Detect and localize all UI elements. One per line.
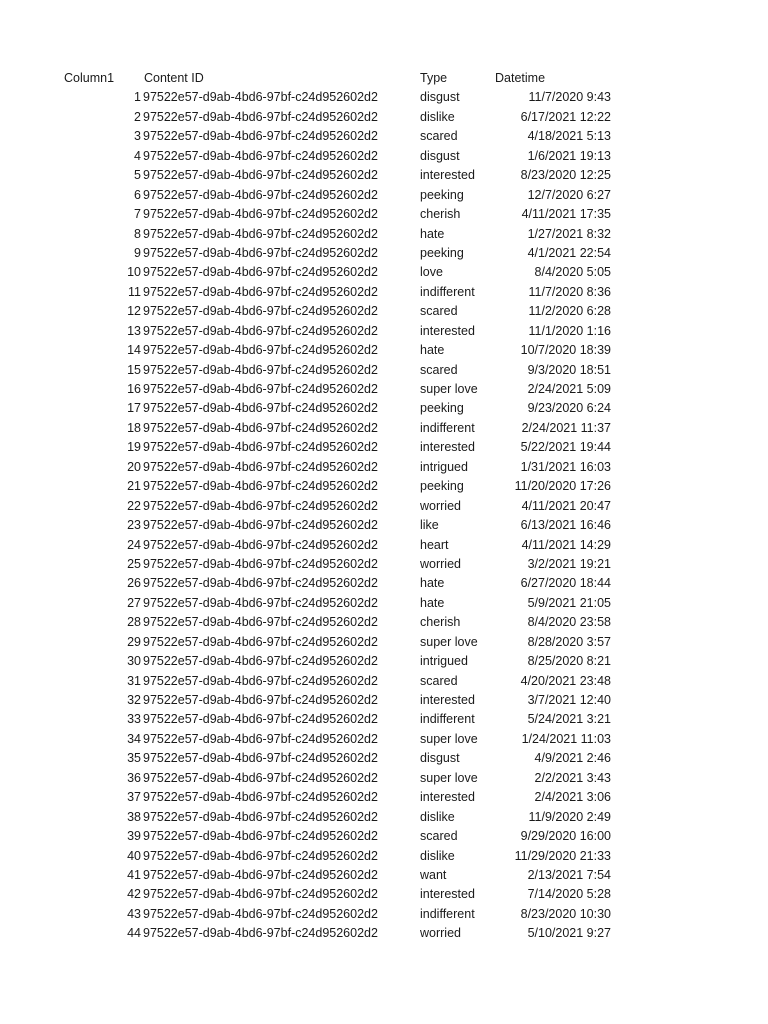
table-row <box>0 341 768 360</box>
content-id-cell: 97522e57-d9ab-4bd6-97bf-c24d952602d2 <box>143 168 378 183</box>
datetime-cell: 8/23/2020 12:25 <box>520 168 611 183</box>
content-id-cell: 97522e57-d9ab-4bd6-97bf-c24d952602d2 <box>143 906 378 921</box>
type-cell: peeking <box>420 245 464 260</box>
row-number: 39 <box>127 829 141 844</box>
header-row <box>0 69 768 88</box>
type-cell: scared <box>420 673 458 688</box>
datetime-cell: 2/4/2021 3:06 <box>534 790 611 805</box>
row-number: 9 <box>134 245 141 260</box>
table-row <box>0 594 768 613</box>
table-row <box>0 866 768 885</box>
type-cell: interested <box>420 168 475 183</box>
type-cell: indifferent <box>420 420 475 435</box>
row-number: 5 <box>134 168 141 183</box>
table-row <box>0 186 768 205</box>
type-cell: hate <box>420 226 445 241</box>
table-body <box>0 88 768 943</box>
table-row <box>0 88 768 107</box>
row-number: 8 <box>134 226 141 241</box>
row-number: 11 <box>128 284 141 299</box>
datetime-cell: 11/2/2020 6:28 <box>528 304 611 319</box>
row-number: 30 <box>127 654 141 669</box>
row-number: 34 <box>127 731 141 746</box>
type-cell: interested <box>420 790 475 805</box>
row-number: 20 <box>127 459 141 474</box>
content-id-cell: 97522e57-d9ab-4bd6-97bf-c24d952602d2 <box>143 712 378 727</box>
header-column1: Column1 <box>64 71 115 85</box>
row-number: 38 <box>127 809 141 824</box>
content-id-cell: 97522e57-d9ab-4bd6-97bf-c24d952602d2 <box>143 693 378 707</box>
type-cell: intrigued <box>420 459 468 474</box>
table-row <box>0 847 768 866</box>
content-id-cell: 97522e57-d9ab-4bd6-97bf-c24d952602d2 <box>143 537 378 552</box>
datetime-cell: 9/29/2020 16:00 <box>520 829 611 844</box>
type-cell: peeking <box>420 401 464 416</box>
datetime-cell: 5/9/2021 21:05 <box>527 595 611 610</box>
datetime-cell: 11/7/2020 8:36 <box>528 284 611 299</box>
table-row <box>0 263 768 282</box>
type-cell: hate <box>420 576 445 591</box>
row-number: 15 <box>127 362 141 377</box>
type-cell: worried <box>420 498 461 513</box>
table-row <box>0 652 768 671</box>
row-number: 43 <box>127 906 141 921</box>
type-cell: scared <box>420 829 458 844</box>
content-id-cell: 97522e57-d9ab-4bd6-97bf-c24d952602d2 <box>143 867 378 882</box>
row-number: 22 <box>127 498 141 513</box>
row-number: 12 <box>127 304 141 319</box>
table-row <box>0 302 768 321</box>
content-id-cell: 97522e57-d9ab-4bd6-97bf-c24d952602d2 <box>143 109 378 124</box>
table-row <box>0 399 768 418</box>
type-cell: dislike <box>420 109 455 124</box>
row-number: 1 <box>134 90 141 105</box>
table-row <box>0 808 768 827</box>
datetime-cell: 12/7/2020 6:27 <box>527 187 611 202</box>
table-row <box>0 166 768 185</box>
type-cell: disgust <box>420 90 460 105</box>
content-id-cell: 97522e57-d9ab-4bd6-97bf-c24d952602d2 <box>143 615 378 630</box>
datetime-cell: 3/7/2021 12:40 <box>527 693 611 707</box>
content-id-cell: 97522e57-d9ab-4bd6-97bf-c24d952602d2 <box>143 809 378 824</box>
datetime-cell: 8/25/2020 8:21 <box>527 654 611 669</box>
table-row <box>0 205 768 224</box>
type-cell: hate <box>420 343 445 358</box>
type-cell: love <box>420 265 443 280</box>
row-number: 13 <box>127 323 141 338</box>
datetime-cell: 10/7/2020 18:39 <box>520 343 611 358</box>
content-id-cell: 97522e57-d9ab-4bd6-97bf-c24d952602d2 <box>143 382 378 396</box>
content-id-cell: 97522e57-d9ab-4bd6-97bf-c24d952602d2 <box>143 187 378 202</box>
table-row <box>0 749 768 768</box>
row-number: 27 <box>127 595 141 610</box>
content-id-cell: 97522e57-d9ab-4bd6-97bf-c24d952602d2 <box>143 926 378 941</box>
type-cell: like <box>420 518 439 533</box>
type-cell: intrigued <box>420 654 468 669</box>
row-number: 41 <box>127 867 141 882</box>
content-id-cell: 97522e57-d9ab-4bd6-97bf-c24d952602d2 <box>143 770 378 785</box>
content-id-cell: 97522e57-d9ab-4bd6-97bf-c24d952602d2 <box>143 323 378 338</box>
content-id-cell: 97522e57-d9ab-4bd6-97bf-c24d952602d2 <box>143 245 378 260</box>
datetime-cell: 2/2/2021 3:43 <box>534 770 611 785</box>
table-row <box>0 691 768 710</box>
content-id-cell: 97522e57-d9ab-4bd6-97bf-c24d952602d2 <box>143 731 378 746</box>
datetime-cell: 1/24/2021 11:03 <box>521 731 611 746</box>
table-row <box>0 613 768 632</box>
table-row <box>0 108 768 127</box>
content-id-cell: 97522e57-d9ab-4bd6-97bf-c24d952602d2 <box>143 654 378 669</box>
content-id-cell: 97522e57-d9ab-4bd6-97bf-c24d952602d2 <box>143 459 378 474</box>
type-cell: super love <box>420 382 478 396</box>
datetime-cell: 4/18/2021 5:13 <box>527 129 611 144</box>
datetime-cell: 11/29/2020 21:33 <box>514 848 611 863</box>
content-id-cell: 97522e57-d9ab-4bd6-97bf-c24d952602d2 <box>143 498 378 513</box>
type-cell: want <box>420 867 447 882</box>
data-table <box>0 69 768 944</box>
content-id-cell: 97522e57-d9ab-4bd6-97bf-c24d952602d2 <box>143 343 378 358</box>
row-number: 29 <box>127 634 141 649</box>
content-id-cell: 97522e57-d9ab-4bd6-97bf-c24d952602d2 <box>143 401 378 416</box>
table-row <box>0 924 768 943</box>
datetime-cell: 4/11/2021 20:47 <box>521 498 611 513</box>
content-id-cell: 97522e57-d9ab-4bd6-97bf-c24d952602d2 <box>143 751 378 766</box>
type-cell: scared <box>420 129 458 144</box>
type-cell: hate <box>420 595 445 610</box>
table-row <box>0 244 768 263</box>
datetime-cell: 3/2/2021 19:21 <box>527 556 611 571</box>
row-number: 4 <box>134 148 141 163</box>
table-row <box>0 380 768 399</box>
table-row <box>0 458 768 477</box>
datetime-cell: 8/23/2020 10:30 <box>520 906 611 921</box>
header-datetime: Datetime <box>495 71 546 85</box>
row-number: 35 <box>127 751 141 766</box>
row-number: 19 <box>127 440 141 455</box>
content-id-cell: 97522e57-d9ab-4bd6-97bf-c24d952602d2 <box>143 362 378 377</box>
datetime-cell: 4/20/2021 23:48 <box>520 673 611 688</box>
type-cell: peeking <box>420 187 464 202</box>
datetime-cell: 4/9/2021 2:46 <box>534 751 611 766</box>
table-row <box>0 633 768 652</box>
table-row <box>0 536 768 555</box>
datetime-cell: 6/17/2021 12:22 <box>520 109 611 124</box>
type-cell: worried <box>420 926 461 941</box>
table-row <box>0 497 768 516</box>
type-cell: cherish <box>420 615 461 630</box>
type-cell: interested <box>420 323 475 338</box>
datetime-cell: 8/28/2020 3:57 <box>527 634 611 649</box>
table-row <box>0 419 768 438</box>
type-cell: heart <box>420 537 449 552</box>
row-number: 36 <box>127 770 141 785</box>
table-row <box>0 710 768 729</box>
row-number: 28 <box>127 615 141 630</box>
datetime-cell: 5/24/2021 3:21 <box>527 712 611 727</box>
type-cell: scared <box>420 304 458 319</box>
datetime-cell: 2/24/2021 5:09 <box>527 382 611 396</box>
datetime-cell: 9/23/2020 6:24 <box>527 401 611 416</box>
datetime-cell: 2/13/2021 7:54 <box>527 867 611 882</box>
content-id-cell: 97522e57-d9ab-4bd6-97bf-c24d952602d2 <box>143 440 378 455</box>
table-row <box>0 672 768 691</box>
content-id-cell: 97522e57-d9ab-4bd6-97bf-c24d952602d2 <box>143 226 378 241</box>
table-row <box>0 361 768 380</box>
row-number: 21 <box>127 479 141 494</box>
table-row <box>0 147 768 166</box>
type-cell: super love <box>420 634 478 649</box>
table-row <box>0 905 768 924</box>
datetime-cell: 2/24/2021 11:37 <box>521 420 611 435</box>
row-number: 40 <box>127 848 141 863</box>
datetime-cell: 11/1/2020 1:16 <box>528 323 611 338</box>
table-row <box>0 885 768 904</box>
type-cell: interested <box>420 440 475 455</box>
content-id-cell: 97522e57-d9ab-4bd6-97bf-c24d952602d2 <box>143 284 378 299</box>
datetime-cell: 1/27/2021 8:32 <box>527 226 611 241</box>
content-id-cell: 97522e57-d9ab-4bd6-97bf-c24d952602d2 <box>143 148 378 163</box>
table-row <box>0 225 768 244</box>
row-number: 6 <box>134 187 141 202</box>
table-row <box>0 283 768 302</box>
datetime-cell: 5/22/2021 19:44 <box>520 440 611 455</box>
row-number: 3 <box>134 129 141 144</box>
table-row <box>0 516 768 535</box>
type-cell: scared <box>420 362 458 377</box>
row-number: 32 <box>127 693 141 707</box>
table-row <box>0 555 768 574</box>
table-row <box>0 730 768 749</box>
row-number: 42 <box>127 887 141 902</box>
content-id-cell: 97522e57-d9ab-4bd6-97bf-c24d952602d2 <box>143 207 378 222</box>
type-cell: dislike <box>420 848 455 863</box>
table-row <box>0 127 768 146</box>
row-number: 31 <box>127 673 141 688</box>
content-id-cell: 97522e57-d9ab-4bd6-97bf-c24d952602d2 <box>143 129 378 144</box>
type-cell: indifferent <box>420 906 475 921</box>
row-number: 23 <box>127 518 141 533</box>
table-row <box>0 574 768 593</box>
datetime-cell: 11/9/2020 2:49 <box>528 809 611 824</box>
row-number: 33 <box>127 712 141 727</box>
header-type: Type <box>420 71 448 85</box>
content-id-cell: 97522e57-d9ab-4bd6-97bf-c24d952602d2 <box>143 576 378 591</box>
table-row <box>0 769 768 788</box>
row-number: 37 <box>127 790 141 805</box>
row-number: 10 <box>127 265 141 280</box>
datetime-cell: 8/4/2020 5:05 <box>534 265 611 280</box>
header-content-id: Content ID <box>144 71 204 85</box>
datetime-cell: 9/3/2020 18:51 <box>527 362 611 377</box>
table-row <box>0 788 768 807</box>
content-id-cell: 97522e57-d9ab-4bd6-97bf-c24d952602d2 <box>143 479 378 494</box>
type-cell: indifferent <box>420 284 475 299</box>
row-number: 25 <box>127 556 141 571</box>
content-id-cell: 97522e57-d9ab-4bd6-97bf-c24d952602d2 <box>143 595 378 610</box>
type-cell: disgust <box>420 751 460 766</box>
type-cell: cherish <box>420 207 461 222</box>
datetime-cell: 4/11/2021 14:29 <box>521 537 611 552</box>
type-cell: dislike <box>420 809 455 824</box>
datetime-cell: 11/7/2020 9:43 <box>528 90 611 105</box>
type-cell: super love <box>420 731 478 746</box>
datetime-cell: 6/27/2020 18:44 <box>520 576 611 591</box>
content-id-cell: 97522e57-d9ab-4bd6-97bf-c24d952602d2 <box>143 518 378 533</box>
row-number: 26 <box>127 576 141 591</box>
datetime-cell: 11/20/2020 17:26 <box>514 479 611 494</box>
row-number: 16 <box>127 382 141 396</box>
type-cell: peeking <box>420 479 464 494</box>
table-row <box>0 827 768 846</box>
type-cell: worried <box>420 556 461 571</box>
datetime-cell: 5/10/2021 9:27 <box>527 926 611 941</box>
datetime-cell: 6/13/2021 16:46 <box>520 518 611 533</box>
datetime-cell: 4/1/2021 22:54 <box>527 245 611 260</box>
datetime-cell: 1/31/2021 16:03 <box>520 459 611 474</box>
table-row <box>0 322 768 341</box>
datetime-cell: 8/4/2020 23:58 <box>527 615 611 630</box>
row-number: 24 <box>127 537 141 552</box>
row-number: 7 <box>134 207 141 222</box>
type-cell: interested <box>420 693 475 707</box>
type-cell: disgust <box>420 148 460 163</box>
content-id-cell: 97522e57-d9ab-4bd6-97bf-c24d952602d2 <box>143 634 378 649</box>
type-cell: super love <box>420 770 478 785</box>
datetime-cell: 7/14/2020 5:28 <box>527 887 611 902</box>
content-id-cell: 97522e57-d9ab-4bd6-97bf-c24d952602d2 <box>143 673 378 688</box>
content-id-cell: 97522e57-d9ab-4bd6-97bf-c24d952602d2 <box>143 304 378 319</box>
content-id-cell: 97522e57-d9ab-4bd6-97bf-c24d952602d2 <box>143 829 378 844</box>
row-number: 18 <box>127 420 141 435</box>
content-id-cell: 97522e57-d9ab-4bd6-97bf-c24d952602d2 <box>143 887 378 902</box>
datetime-cell: 4/11/2021 17:35 <box>521 207 611 222</box>
content-id-cell: 97522e57-d9ab-4bd6-97bf-c24d952602d2 <box>143 90 378 105</box>
table-row <box>0 477 768 496</box>
content-id-cell: 97522e57-d9ab-4bd6-97bf-c24d952602d2 <box>143 790 378 805</box>
type-cell: indifferent <box>420 712 475 727</box>
content-id-cell: 97522e57-d9ab-4bd6-97bf-c24d952602d2 <box>143 420 378 435</box>
datetime-cell: 1/6/2021 19:13 <box>527 148 611 163</box>
content-id-cell: 97522e57-d9ab-4bd6-97bf-c24d952602d2 <box>143 848 378 863</box>
row-number: 44 <box>127 926 141 941</box>
row-number: 17 <box>127 401 141 416</box>
content-id-cell: 97522e57-d9ab-4bd6-97bf-c24d952602d2 <box>143 556 378 571</box>
content-id-cell: 97522e57-d9ab-4bd6-97bf-c24d952602d2 <box>143 265 378 280</box>
row-number: 14 <box>127 343 141 358</box>
table-row <box>0 438 768 457</box>
row-number: 2 <box>134 109 141 124</box>
type-cell: interested <box>420 887 475 902</box>
